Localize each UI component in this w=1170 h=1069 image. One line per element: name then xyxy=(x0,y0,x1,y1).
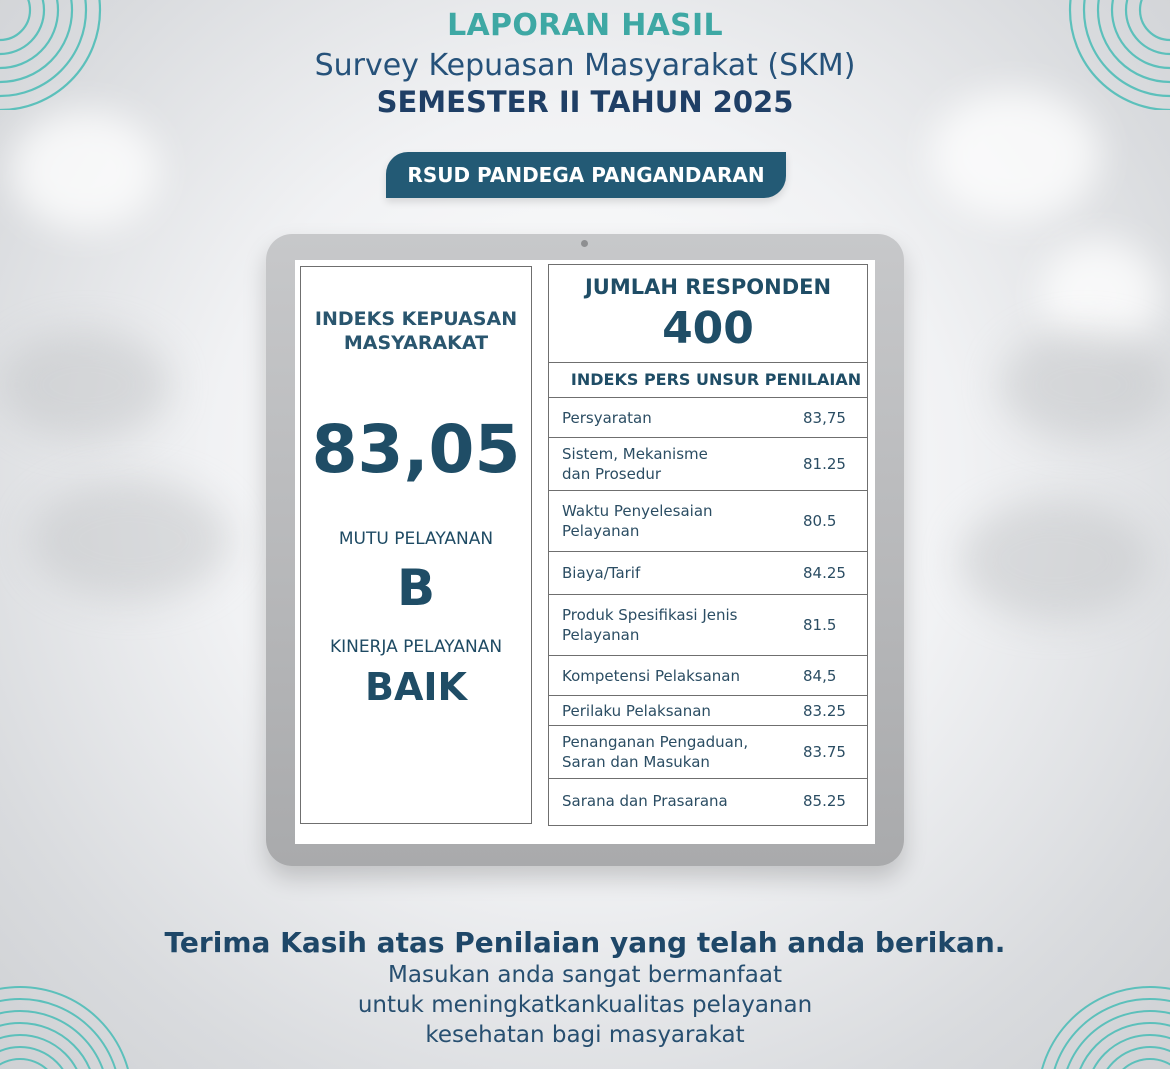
table-row xyxy=(549,398,867,438)
tablet-frame xyxy=(266,234,904,866)
row-name xyxy=(562,444,787,484)
row-name-line1: Persyaratan xyxy=(562,408,652,427)
survey-title: Survey Kepuasan Masyarakat (SKM) xyxy=(314,48,856,83)
row-name-line2: dan Prosedur xyxy=(562,465,662,483)
camera-dot xyxy=(581,240,588,247)
row-name-line1: Penanganan Pengaduan, xyxy=(562,733,749,751)
tablet-screen xyxy=(295,260,875,844)
row-name xyxy=(562,501,787,541)
row-name xyxy=(562,605,787,645)
table-row xyxy=(549,595,867,656)
kinerja-label: KINERJA PELAYANAN xyxy=(329,637,503,657)
respondent-value: 400 xyxy=(662,303,754,354)
table-row xyxy=(549,438,867,491)
row-value: 83.25 xyxy=(803,701,846,720)
footer-line-3: kesehatan bagi masyarakat xyxy=(425,1022,745,1048)
row-name-line1: Biaya/Tarif xyxy=(562,564,641,582)
row-name-line2: Pelayanan xyxy=(562,522,640,540)
respondent-label: JUMLAH RESPONDEN xyxy=(584,275,832,299)
row-name-line2: Saran dan Masukan xyxy=(562,753,710,771)
row-value: 81.5 xyxy=(803,616,837,634)
table-row xyxy=(549,779,867,823)
bokeh-grey xyxy=(0,330,170,440)
table-row xyxy=(549,491,867,552)
footer-line-1: Masukan anda sangat bermanfaat xyxy=(388,962,782,988)
thanks-message: Terima Kasih atas Penilaian yang telah anda berikan. xyxy=(164,926,1006,959)
kinerja-value: BAIK xyxy=(365,665,467,709)
bokeh-grey xyxy=(30,480,230,600)
row-name-line1: Sistem, Mekanisme xyxy=(562,445,708,463)
row-value: 83.75 xyxy=(803,743,846,761)
row-name-line1: Sarana dan Prasarana xyxy=(562,792,728,810)
table-row xyxy=(549,656,867,696)
institution-badge: RSUD PANDEGA PANGANDARAN xyxy=(386,152,786,198)
row-name xyxy=(562,701,787,721)
ikm-label-line2: MASYARAKAT xyxy=(343,332,489,354)
ikm-label xyxy=(301,307,531,355)
unsur-table xyxy=(549,398,867,823)
table-row xyxy=(549,726,867,779)
row-name xyxy=(562,732,787,772)
row-name-line1: Kompetensi Pelaksanan xyxy=(562,666,740,685)
row-name-line1: Produk Spesifikasi Jenis xyxy=(562,606,738,624)
row-name xyxy=(562,666,787,686)
ikm-label-line1: INDEKS KEPUASAN xyxy=(314,308,518,330)
summary-panel xyxy=(300,266,532,824)
row-name xyxy=(562,563,787,583)
ikm-value: 83,05 xyxy=(311,411,521,488)
row-value: 84.25 xyxy=(803,564,846,582)
bokeh-grey xyxy=(960,500,1150,620)
row-name-line1: Waktu Penyelesaian xyxy=(562,502,713,520)
mutu-label: MUTU PELAYANAN xyxy=(338,529,494,549)
row-value: 83,75 xyxy=(803,408,846,427)
row-value: 84,5 xyxy=(803,666,837,685)
bokeh-grey xyxy=(1000,330,1170,440)
unsur-header: INDEKS PERS UNSUR PENILAIAN xyxy=(549,362,867,398)
row-value: 85.25 xyxy=(803,792,846,810)
footer-line-2: untuk meningkatkankualitas pelayanan xyxy=(357,992,813,1018)
row-value: 80.5 xyxy=(803,512,837,530)
table-row xyxy=(549,552,867,595)
row-name xyxy=(562,408,787,428)
row-value: 81.25 xyxy=(803,455,846,473)
table-row xyxy=(549,696,867,726)
row-name-line2: Pelayanan xyxy=(562,626,640,644)
row-name xyxy=(562,791,787,811)
report-title: LAPORAN HASIL xyxy=(447,8,723,43)
respondent-block xyxy=(549,265,867,363)
semester-title: SEMESTER II TAHUN 2025 xyxy=(376,85,794,119)
detail-panel xyxy=(548,264,868,826)
bokeh-light xyxy=(10,110,160,230)
row-name-line1: Perilaku Pelaksanan xyxy=(562,701,711,720)
mutu-value: B xyxy=(396,559,436,617)
